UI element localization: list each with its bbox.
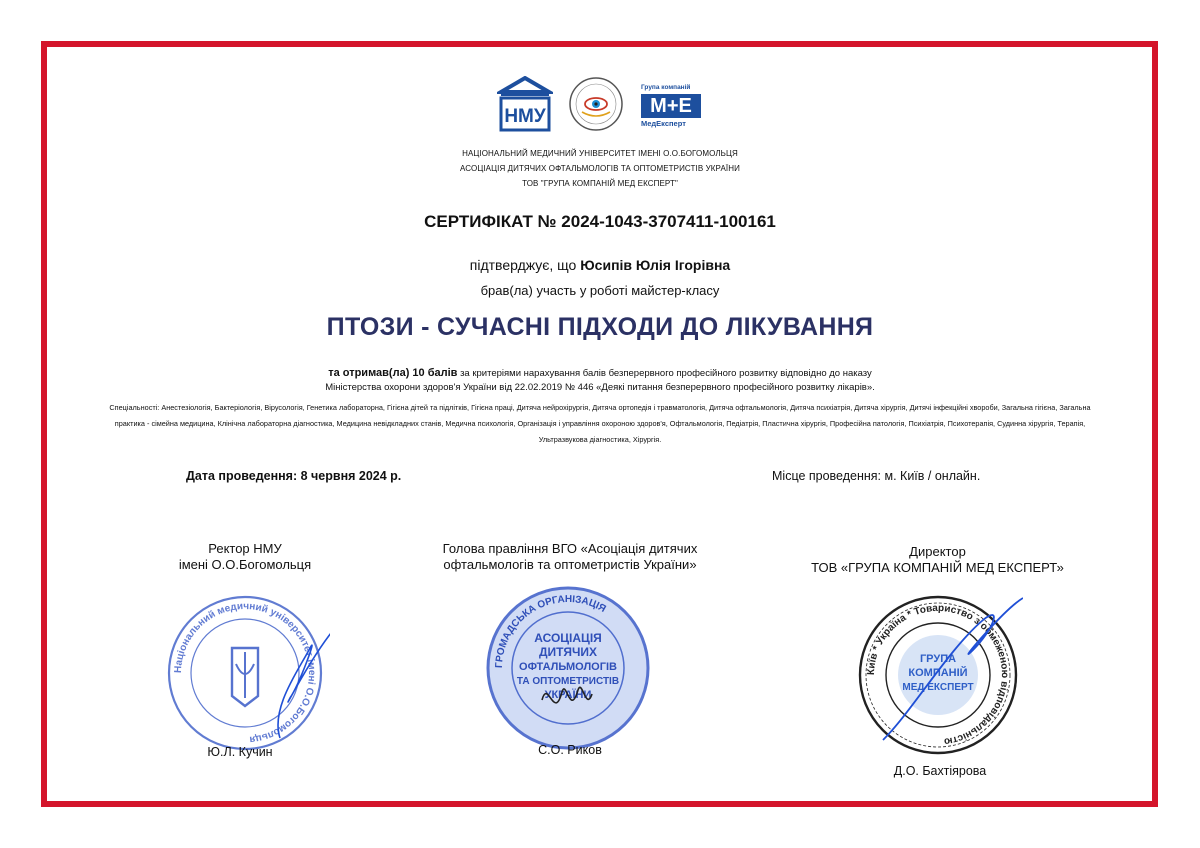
association-stamp [482,582,654,754]
points-line2: Міністерства охорони здоров'я України від 22.02.2019 № 446 «Деякі питання безперервного професійного розвитку лікарів». [325,382,875,393]
confirms-prefix: підтверджує, що [469,257,581,273]
certificate-number: СЕРТИФІКАТ № 2024-1043-3707411-100161 [424,212,776,231]
medexpert-stamp-line-3: МЕД ЕКСПЕРТ [902,682,974,693]
association-logo [568,76,624,132]
medexpert-mark: М+Е [641,94,701,118]
logo-row [0,76,1200,138]
nmu-logo [497,76,553,132]
confirms-line [0,257,1200,273]
association-stamp-ring-text: ГРОМАДСЬКА ОРГАНІЗАЦІЯ [493,593,608,669]
event-date: Дата проведення: 8 червня 2024 р. [186,469,402,483]
signature-name-director: Д.О. Бахтіярова [893,764,987,778]
assoc-stamp-line-3: ОФТАЛЬМОЛОГІВ [519,661,617,673]
signature-role-association: Голова правління ВГО «Асоціація дитячих офтальмологів та оптометристів України» [442,541,698,572]
signature-name-association: С.О. Риков [538,743,602,757]
nmu-logo-text: НМУ [504,106,546,127]
organizations-block [0,146,1200,191]
person-name: Юсипів Юлія Ігорівна [580,257,731,273]
signature-role-rector: Ректор НМУ імені О.О.Богомольця [178,541,312,572]
signature-name-rector: Ю.Л. Кучин [207,745,273,759]
event-place: Місце проведення: м. Київ / онлайн. [772,469,981,483]
course-title: ПТОЗИ - СУЧАСНІ ПІДХОДИ ДО ЛІКУВАННЯ [326,313,874,341]
org-line-nmu: НАЦІОНАЛЬНИЙ МЕДИЧНИЙ УНІВЕРСИТЕТ ІМЕНІ О.О.БОГОМОЛЬЦЯ [462,149,738,158]
assoc-stamp-line-4: ТА ОПТОМЕТРИСТІВ [516,676,620,687]
signature-role-director: Директор ТОВ «ГРУПА КОМПАНІЙ МЕД ЕКСПЕРТ» [811,544,1064,575]
medexpert-stamp-ring-text: Київ * Україна * Товариство з обмеженою відповідальністю [865,602,1011,747]
points-bold: та отримав(ла) 10 балів [328,367,458,379]
nmu-stamp-ring-text: Національний медичний університет імені О.О.Богомольця [172,600,318,745]
medexpert-logo [641,84,705,134]
assoc-stamp-line-1: АСОЦІАЦІЯ [534,631,602,645]
specialties: Спеціальності: Анестезіологія, Бактеріологія, Вірусологія, Генетика лабораторна, Гігієна дітей та підлітків, Гігієна праці, Дитяча нейрохірургія, Дитяча ортопедія і травматологія, Дитяча офтальмологія, Дитяча психіатрія, Дитяча хірургія, Дитячі інфекційні хвороби, Загальна гігієна, Загальна практика - сімейна медицина, Клінічна лабораторна діагностика, Медицина невідкладних станів, Медична психологія, Організація і управління охороною здоров'я, Офтальмологія, Педіатрія, Пластична хірургія, Професійна патологія, Психіатрія, Психотерапія, Судинна хірургія, Терапія, Ультразвукова діагностика, Хірургія. [109,403,1091,444]
nmu-stamp [160,588,330,758]
org-line-association: АСОЦІАЦІЯ ДИТЯЧИХ ОФТАЛЬМОЛОГІВ ТА ОПТОМЕТРИСТІВ УКРАЇНИ [460,164,740,173]
medexpert-stamp-line-2: КОМПАНІЙ [908,667,968,679]
assoc-stamp-line-2: ДИТЯЧИХ [538,645,598,659]
medexpert-caption: Група компаній [641,84,691,91]
org-line-medexpert: ТОВ "ГРУПА КОМПАНІЙ МЕД ЕКСПЕРТ" [522,179,678,188]
medexpert-stamp [853,590,1023,760]
assoc-stamp-line-5: УКРАЇНИ [544,689,592,701]
points-text: за критеріями нарахування балів безперервного професійного розвитку відповідно до наказу [457,368,872,379]
medexpert-stamp-line-1: ГРУПА [919,653,957,665]
medexpert-name: МедЕксперт [641,119,686,128]
points-block [0,366,1200,395]
participated-line: брав(ла) участь у роботі майстер-класу [480,283,720,298]
